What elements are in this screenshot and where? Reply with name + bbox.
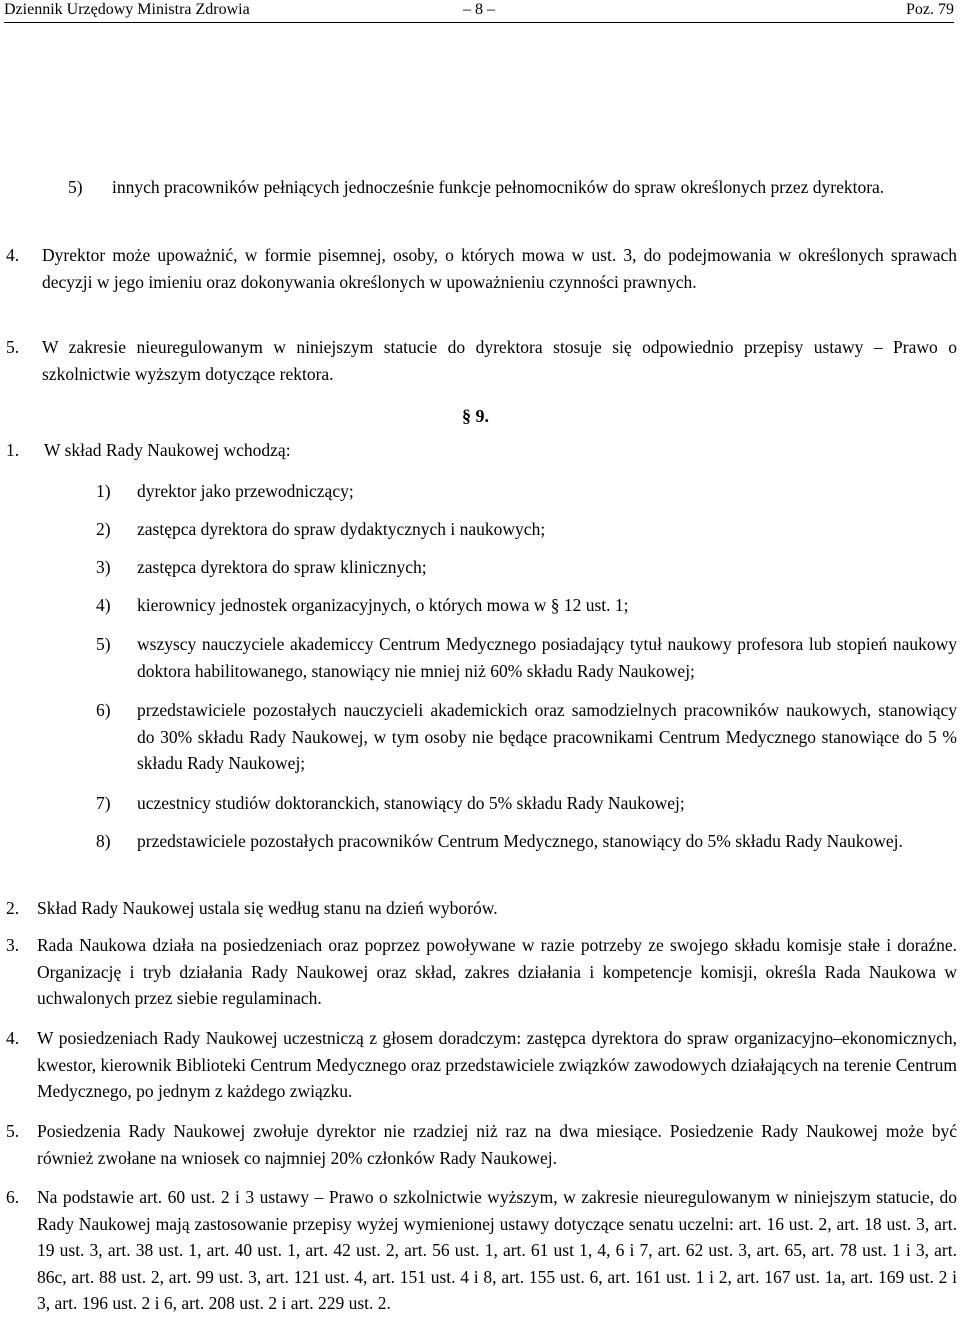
section-heading: § 9. — [462, 406, 489, 426]
journal-title: Dziennik Urzędowy Ministra Zdrowia — [4, 1, 250, 18]
list-item — [68, 174, 957, 201]
page-header — [4, 0, 954, 23]
list-item — [96, 697, 957, 777]
item-text: innych pracowników pełniących jednocześnie funkcje pełnomocników do spraw określonych przez dyrektora. — [112, 177, 885, 197]
item-number: 8) — [96, 831, 111, 851]
list-item — [96, 828, 957, 855]
item-text: uczestnicy studiów doktoranckich, stanowiący do 5% składu Rady Naukowej; — [137, 793, 685, 813]
paragraph-number: 1. — [6, 440, 20, 460]
section-paragraph-3 — [6, 932, 957, 1012]
item-number: 1) — [96, 481, 111, 501]
item-number: 4) — [96, 595, 111, 615]
item-text: zastępca dyrektora do spraw klinicznych; — [137, 557, 427, 577]
paragraph-5 — [6, 334, 957, 387]
paragraph-number: 2. — [6, 898, 20, 918]
item-number: 7) — [96, 793, 111, 813]
paragraph-number: 3. — [6, 935, 20, 955]
list-item — [96, 478, 957, 505]
item-number: 6) — [96, 700, 111, 720]
paragraph-text: W zakresie nieuregulowanym w niniejszym statucie do dyrektora stosuje się odpowiednio przepisy ustawy – Prawo o szkolnictwie wyższym dotyczące rektora. — [42, 337, 957, 384]
list-item — [96, 554, 957, 581]
section-paragraph-5 — [6, 1118, 957, 1171]
paragraph-text: Rada Naukowa działa na posiedzeniach oraz poprzez powoływane w razie potrzeby ze swojego składu komisje stałe i doraźne. Organizację i tryb działania Rady Naukowej oraz skład, zakres działania i kompetencje komisji, określa Rada Naukowa w uchwalonych przez siebie regulaminach. — [37, 935, 957, 1009]
paragraph-number: 6. — [6, 1187, 20, 1207]
list-item — [96, 592, 957, 619]
item-text: przedstawiciele pozostałych pracowników Centrum Medycznego, stanowiący do 5% składu Rady Naukowej. — [137, 831, 903, 851]
paragraph-text: W posiedzeniach Rady Naukowej uczestniczą z głosem doradczym: zastępca dyrektora do spraw organizacyjno–ekonomicznych, kwestor, kierownik Biblioteki Centrum Medycznego oraz przedstawiciele związków zawodowych działających na terenie Centrum Medycznego, po jednym z każdego związku. — [37, 1028, 957, 1102]
paragraph-number: 4. — [6, 1028, 20, 1048]
paragraph-text: Na podstawie art. 60 ust. 2 i 3 ustawy – Prawo o szkolnictwie wyższym, w zakresie nieuregulowanym w niniejszym statucie, do Rady Naukowej mają zastosowanie przepisy wyżej wymienionej ustawy dotyczące senatu uczelni: art. 16 ust. 2, art. 18 ust. 3, art. 19 ust. 3, art. 38 ust. 1, art. 40 ust. 1, art. 42 ust. 2, art. 56 ust. 1, art. 61 ust 1, 4, 6 i 7, art. 62 ust. 3, art. 65, art. 78 ust. 1 i 3, art. 86c, art. 88 ust. 2, art. 99 ust. 3, art. 121 ust. 4, art. 151 ust. 4 i 8, art. 155 ust. 6, art. 161 ust. 1 i 2, art. 167 ust. 1a, art. 169 ust. 2 i 3, art. 196 ust. 2 i 6, art. 208 ust. 2 i art. 229 ust. 2. — [37, 1187, 957, 1314]
item-number: 5) — [96, 634, 111, 654]
item-text: wszyscy nauczyciele akademiccy Centrum Medycznego posiadający tytuł naukowy profesora lub stopień naukowy doktora habilitowanego, stanowiący nie mniej niż 60% składu Rady Naukowej; — [137, 634, 957, 681]
page-number: – 8 – — [463, 1, 495, 18]
item-number: 5) — [68, 177, 83, 197]
paragraph-text: Dyrektor może upoważnić, w formie pisemnej, osoby, o których mowa w ust. 3, do podejmowania w określonych sprawach decyzji w jego imieniu oraz dokonywania określonych w upoważnieniu czynności prawnych. — [42, 245, 957, 292]
item-text: zastępca dyrektora do spraw dydaktycznych i naukowych; — [137, 519, 546, 539]
item-text: kierownicy jednostek organizacyjnych, o których mowa w § 12 ust. 1; — [137, 595, 629, 615]
item-number: 3) — [96, 557, 111, 577]
section-paragraph-4 — [6, 1025, 957, 1105]
section-paragraph-2 — [6, 895, 957, 922]
list-item — [96, 790, 957, 817]
paragraph-4 — [6, 242, 957, 295]
item-text: przedstawiciele pozostałych nauczycieli akademickich oraz samodzielnych pracowników naukowych, stanowiący do 30% składu Rady Naukowej, w tym osoby nie będące pracownikami Centrum Medycznego stanowiące do 5 % składu Rady Naukowej; — [137, 700, 957, 774]
list-item — [96, 516, 957, 543]
paragraph-number: 5. — [6, 337, 20, 357]
section-paragraph-1 — [6, 437, 957, 464]
item-text: dyrektor jako przewodniczący; — [137, 481, 354, 501]
item-number: 2) — [96, 519, 111, 539]
paragraph-text: Posiedzenia Rady Naukowej zwołuje dyrektor nie rzadziej niż raz na dwa miesiące. Posiedzenie Rady Naukowej może być również zwołane na wniosek co najmniej 20% członków Rady Naukowej. — [37, 1121, 957, 1168]
list-item — [96, 631, 957, 684]
paragraph-text: Skład Rady Naukowej ustala się według stanu na dzień wyborów. — [37, 898, 498, 918]
paragraph-number: 5. — [6, 1121, 20, 1141]
paragraph-text: W skład Rady Naukowej wchodzą: — [44, 440, 291, 460]
paragraph-number: 4. — [6, 245, 20, 265]
position-number: Poz. 79 — [906, 1, 954, 18]
section-paragraph-6 — [6, 1184, 957, 1317]
